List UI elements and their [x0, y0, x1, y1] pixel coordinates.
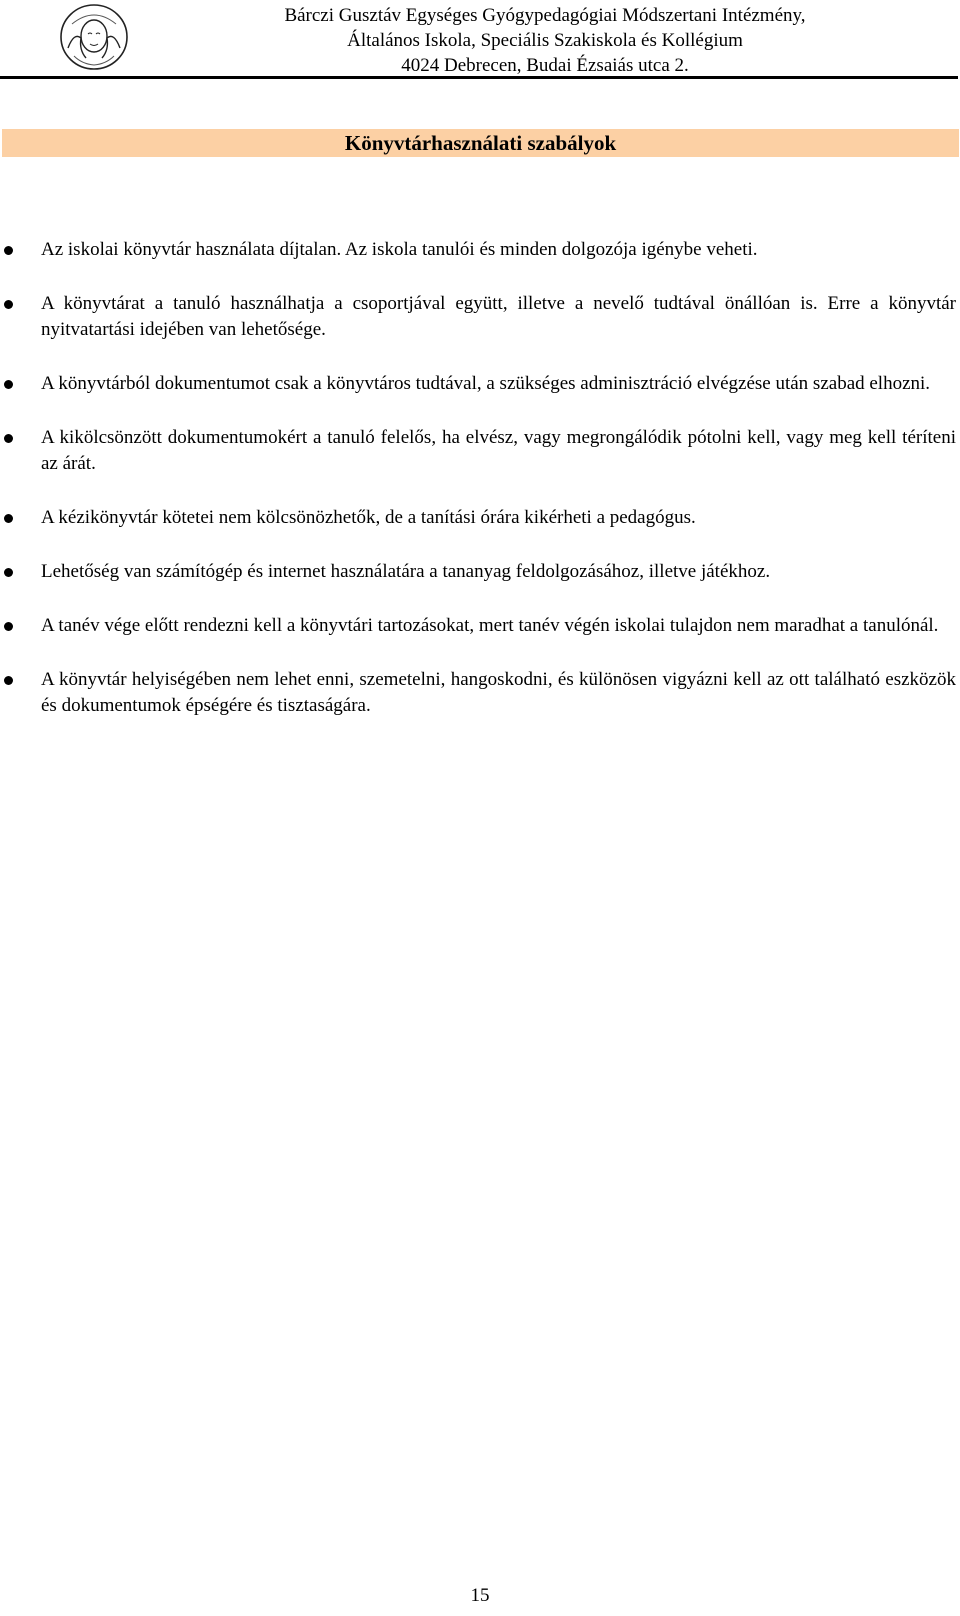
bullet-icon [4, 622, 13, 631]
list-item [0, 237, 960, 263]
institution-name: Bárczi Gusztáv Egységes Gyógypedagógiai Módszertani Intézmény, [284, 5, 806, 26]
list-item [0, 505, 960, 531]
bullet-icon [4, 676, 13, 685]
rule-text: A könyvtár helyiségében nem lehet enni, szemetelni, hangoskodni, és különösen vigyázni kell az ott található eszközök és dokumentumok épségére és tisztaságára. [41, 669, 956, 716]
bullet-icon [4, 300, 13, 309]
list-item [0, 425, 960, 477]
face-hands-logo-icon [58, 2, 130, 72]
page-number: 15 [470, 1585, 490, 1606]
rule-text: A könyvtárból dokumentumot csak a könyvtáros tudtával, a szükséges adminisztráció elvégzése után szabad elhozni. [41, 373, 931, 394]
bullet-icon [4, 434, 13, 443]
list-item [0, 613, 960, 639]
rule-text: A tanév vége előtt rendezni kell a könyvtári tartozásokat, mert tanév végén iskolai tulajdon nem maradhat a tanulónál. [41, 615, 939, 636]
header-divider [0, 76, 958, 79]
page-title: Könyvtárhasználati szabályok [2, 129, 959, 157]
institution-subtitle: Általános Iskola, Speciális Szakiskola és Kollégium [347, 30, 743, 51]
rules-list [0, 237, 960, 747]
rule-text: A kézikönyvtár kötetei nem kölcsönözhetők, de a tanítási órára kikérheti a pedagógus. [41, 507, 696, 528]
bullet-icon [4, 568, 13, 577]
bullet-icon [4, 380, 13, 389]
rule-text: A könyvtárat a tanuló használhatja a csoportjával együtt, illetve a nevelő tudtával önállóan is. Erre a könyvtár nyitvatartási idejében van lehetősége. [41, 293, 956, 340]
list-item [0, 559, 960, 585]
bullet-icon [4, 246, 13, 255]
rule-text: Az iskolai könyvtár használata díjtalan. Az iskola tanulói és minden dolgozója igénybe veheti. [41, 239, 758, 260]
page-header [0, 0, 960, 80]
list-item [0, 291, 960, 343]
list-item [0, 667, 960, 719]
rule-text: Lehetőség van számítógép és internet használatára a tananyag feldolgozásához, illetve játékhoz. [41, 561, 771, 582]
institution-address: 4024 Debrecen, Budai Ézsaiás utca 2. [401, 55, 689, 76]
bullet-icon [4, 514, 13, 523]
list-item [0, 371, 960, 397]
rule-text: A kikölcsönzött dokumentumokért a tanuló felelős, ha elvész, vagy megrongálódik pótolni kell, vagy meg kell téríteni az árát. [41, 427, 956, 474]
institution-header [150, 3, 940, 78]
